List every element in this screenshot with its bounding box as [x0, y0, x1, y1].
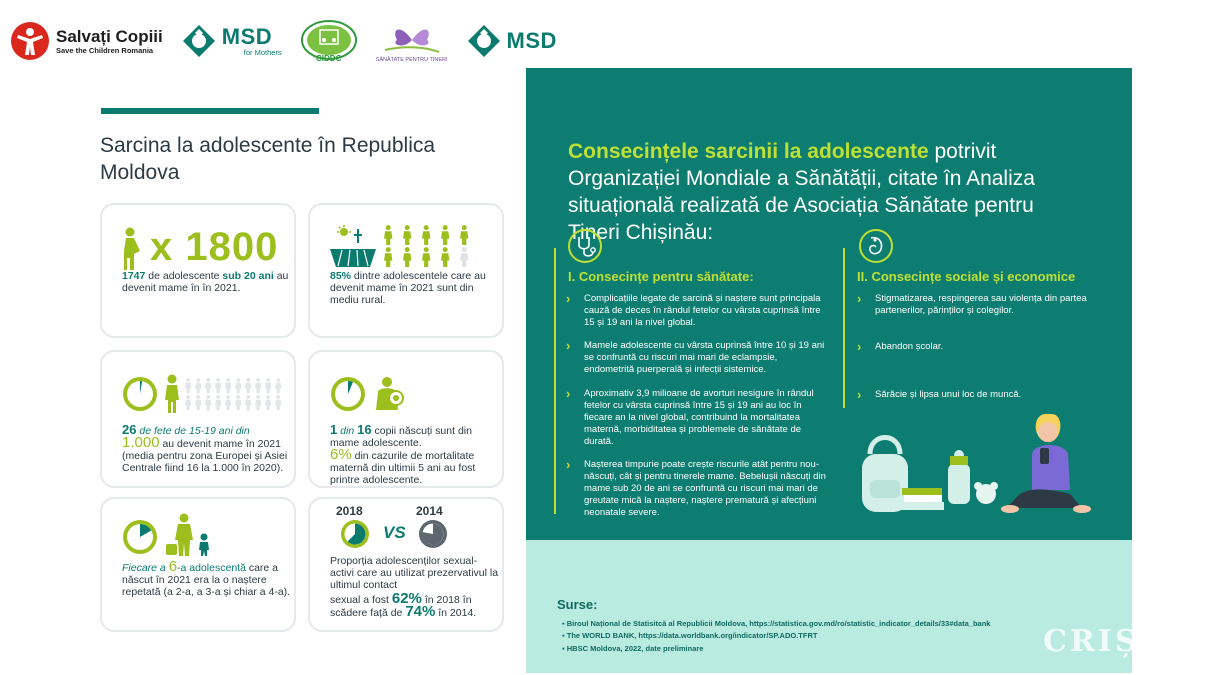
- save-the-children-logo: [10, 21, 163, 61]
- stat-text-part: Proporția adolescenților sexual-activi care au utilizat prezervativul la ultimul contact: [330, 555, 499, 591]
- stat-number: 6%: [330, 446, 352, 463]
- stat-text-part: de adolescente: [145, 270, 223, 282]
- bullet-text: Complicațiile legate de sarcină și naștere sunt principala cauză de deces în rândul fetelor cu vârsta cuprinsă între 15 și 19 ani la nivel global.: [584, 293, 821, 328]
- person-icon: [255, 395, 261, 410]
- ciddc-word: CIDDC: [316, 53, 342, 63]
- stat-text-part: care a născut în 2021 era la o naștere repetată (a 2-a, a 3-a și chiar a 4-a).: [122, 562, 291, 598]
- stat-number: 6: [168, 558, 178, 575]
- msd-word: MSD: [506, 28, 557, 53]
- bullet-text: Stigmatizarea, respingerea sau violența din partea partenerilor, părinților și colegilor.: [875, 293, 1087, 316]
- stat-text: [330, 590, 500, 620]
- bullet-text: Sărăcie și lipsa unui loc de muncă.: [875, 389, 1022, 400]
- pie-62-percent-icon: [340, 519, 370, 549]
- health-consequence-item: [566, 293, 828, 329]
- chevron-right-icon: ›: [566, 291, 571, 306]
- person-icon: [195, 378, 201, 393]
- farm-field-icon: [330, 225, 376, 267]
- pregnant-woman-icon: [122, 227, 142, 271]
- stat-text: [122, 270, 292, 294]
- msd-for-mothers-word: MSD: [221, 23, 273, 49]
- person-icon: [403, 225, 411, 245]
- person-icon: [235, 395, 241, 410]
- person-icon: [441, 247, 449, 267]
- social-consequence-item: [857, 341, 1097, 353]
- stat-card-births-mortality: [308, 350, 504, 488]
- section1-heading: I. Consecințe pentru sănătate:: [568, 269, 754, 284]
- section2-heading: II. Consecințe sociale și economice: [857, 269, 1076, 284]
- stat-number: 26: [122, 422, 137, 437]
- health-consequence-item: [566, 388, 828, 448]
- pie-1-in-16-icon: [330, 376, 366, 412]
- person-icon: [245, 395, 251, 410]
- stat-number: 74%: [405, 603, 436, 620]
- person-icon: [225, 378, 231, 393]
- consequences-title-rest: potrivit Organizației Mondiale a Sănătății, citate în Analiza situațională realizată de Asociația Sănătate pentru Tineri Chișinău:: [568, 140, 1035, 244]
- stat-big-number: x 1800: [150, 225, 279, 269]
- stat-text-part: din cazurile de mortalitate maternă din ultimii 5 ani au fost printre adolescente.: [330, 450, 476, 486]
- stat-text: [330, 555, 500, 591]
- stat-card-rural: [308, 203, 504, 338]
- people-grid-85-percent-icon: [382, 225, 482, 269]
- save-the-children-title: Salvați Copiii: [56, 26, 163, 46]
- person-icon: [265, 395, 271, 410]
- year-2018-label: 2018: [336, 504, 363, 518]
- chevron-right-icon: ›: [566, 386, 571, 401]
- person-icon: [185, 395, 191, 410]
- butterfly-icon: [379, 20, 445, 56]
- stat-text-part: în 2018 în scădere față de: [330, 594, 472, 619]
- person-icon: [215, 378, 221, 393]
- stat-text-part: -a adolescentă: [177, 562, 246, 574]
- stat-text-part: Fiecare a: [122, 562, 169, 574]
- stat-card-repeat-birth: [100, 497, 296, 632]
- msd-logo: [466, 23, 557, 59]
- chevron-right-icon: ›: [566, 457, 571, 472]
- sanatate-pentru-tineri-word: SĂNĂTATE PENTRU TINERI: [375, 56, 448, 63]
- msd-logo-icon: [181, 23, 217, 59]
- person-icon: [422, 247, 430, 267]
- pregnancy-icon: [859, 229, 893, 263]
- title-accent-bar: [101, 108, 319, 114]
- stat-text: [122, 424, 294, 474]
- stat-text-part: au devenit mame în 2021 (media pentru zona Europei și Asiei Centrale fiind 16 la 1.000 în 2020).: [122, 438, 288, 474]
- stat-text-part: sexual a fost: [330, 594, 392, 606]
- person-icon: [235, 378, 241, 393]
- person-icon: [384, 225, 392, 245]
- person-icon: [275, 378, 281, 393]
- person-icon: [215, 395, 221, 410]
- mother-children-icon: [164, 513, 216, 557]
- stat-text-part: dintre adolescentele care au devenit mame în 2021 sunt din mediu rural.: [330, 270, 486, 306]
- stat-card-condom-use: [308, 497, 504, 632]
- sources-panel: [526, 540, 1132, 673]
- stat-number: 1.000: [122, 434, 160, 451]
- stat-number: 1747: [122, 270, 146, 282]
- stat-number: 62%: [391, 590, 422, 607]
- stat-number: 85%: [330, 270, 352, 282]
- stat-number: 16: [357, 422, 372, 437]
- chevron-right-icon: ›: [857, 291, 862, 306]
- person-icon: [255, 378, 261, 393]
- stat-text: [122, 558, 292, 598]
- source-item: ▪ HBSC Moldova, 2022, date preliminare: [562, 644, 703, 653]
- source-item: ▪ Biroul Național de Statisitcă al Republicii Moldova, https://statistica.gov.md/ro/statistic_indicator_details/33#data_bank: [562, 619, 990, 628]
- stethoscope-icon: [568, 229, 602, 263]
- left-title: Sarcina la adolescente în Republica Moldova: [100, 134, 436, 184]
- stat-highlight: sub 20 ani: [222, 270, 274, 282]
- person-icon: [460, 225, 468, 245]
- person-icon: [422, 225, 430, 245]
- pie-1-in-6-icon: [122, 519, 158, 555]
- person-icon: [265, 378, 271, 393]
- sources-title: Surse:: [557, 597, 598, 612]
- bullet-text: Abandon școlar.: [875, 341, 944, 352]
- save-the-children-icon: [10, 21, 50, 61]
- teen-mother-illustration: [856, 392, 1096, 518]
- msd-for-mothers-logo: [181, 23, 282, 59]
- stat-card-mothers-under-20: [100, 203, 296, 338]
- section2-rule: [843, 248, 845, 408]
- stat-text-part: copii născuți sunt din mame adolescente.: [330, 425, 472, 449]
- person-icon: [275, 395, 281, 410]
- consequences-title: [568, 138, 1088, 246]
- msd-for-mothers-subtitle: for Mothers: [243, 47, 282, 57]
- health-consequence-item: [566, 340, 828, 376]
- save-the-children-subtitle: Save the Children Romania: [56, 45, 154, 55]
- person-icon: [403, 247, 411, 267]
- person-icon: [195, 395, 201, 410]
- person-icon: [205, 378, 211, 393]
- sanatate-pentru-tineri-logo: [376, 20, 448, 63]
- logo-strip: [10, 14, 575, 68]
- person-icon: [185, 378, 191, 393]
- stat-text-part: de fete de 15-19 ani din: [136, 425, 250, 437]
- stat-text-part: au devenit mame în în 2021.: [122, 270, 289, 294]
- health-consequence-item: [566, 459, 828, 519]
- mother-baby-icon: [374, 376, 408, 412]
- versus-label: VS: [383, 523, 406, 542]
- source-item: ▪ The WORLD BANK, https://data.worldbank.org/indicator/SP.ADO.TFRT: [562, 631, 817, 640]
- year-2014-label: 2014: [416, 504, 443, 518]
- bullet-text: Mamele adolescente cu vârsta cuprinsă între 10 și 19 ani se confruntă cu riscuri mai mari de eclampsie, endometrită puerperală și infecții sistemice.: [584, 340, 825, 375]
- person-icon: [225, 395, 231, 410]
- stat-text: [330, 424, 500, 486]
- stat-number: 1: [330, 422, 338, 437]
- stat-text: [330, 270, 495, 306]
- chevron-right-icon: ›: [857, 339, 862, 354]
- person-icon: [384, 247, 392, 267]
- chevron-right-icon: ›: [857, 387, 862, 402]
- crisana-watermark: CRIȘANA: [1043, 624, 1222, 659]
- girl-icon: [164, 374, 180, 414]
- person-icon: [245, 378, 251, 393]
- person-icon: [460, 247, 468, 267]
- pie-26-per-1000-icon: [122, 376, 158, 412]
- stat-card-rate-per-1000: [100, 350, 296, 488]
- msd-logo-icon: [466, 23, 502, 59]
- chevron-right-icon: ›: [566, 338, 571, 353]
- consequences-title-highlight: Consecințele sarcinii la adolescente: [568, 140, 929, 163]
- stat-text-part: din: [337, 425, 358, 437]
- people-row-icon: [184, 378, 284, 412]
- person-icon: [441, 225, 449, 245]
- social-consequence-item: [857, 293, 1097, 317]
- ciddc-logo: [300, 20, 358, 63]
- stat-text-part: în 2014.: [435, 607, 477, 619]
- bullet-text: Nașterea timpurie poate crește riscurile atât pentru nou-născuți, cât și pentru tinerele mame. Bebelușii născuți din mame sub 20 de ani se confruntă cu riscuri mai mari de greutate mică la naștere, naștere prematură și afecțiuni neonatale severe.: [584, 459, 826, 518]
- person-icon: [205, 395, 211, 410]
- pie-74-percent-icon: [418, 519, 448, 549]
- section1-rule: [554, 248, 556, 514]
- bullet-text: Aproximativ 3,9 milioane de avorturi nesigure în rândul fetelor cu vârsta cuprinsă între 15 și 19 ani au loc în fiecare an la nivel global, contribuind la mortalitatea maternă, morbiditatea și problemele de sănătate de durată.: [584, 388, 814, 447]
